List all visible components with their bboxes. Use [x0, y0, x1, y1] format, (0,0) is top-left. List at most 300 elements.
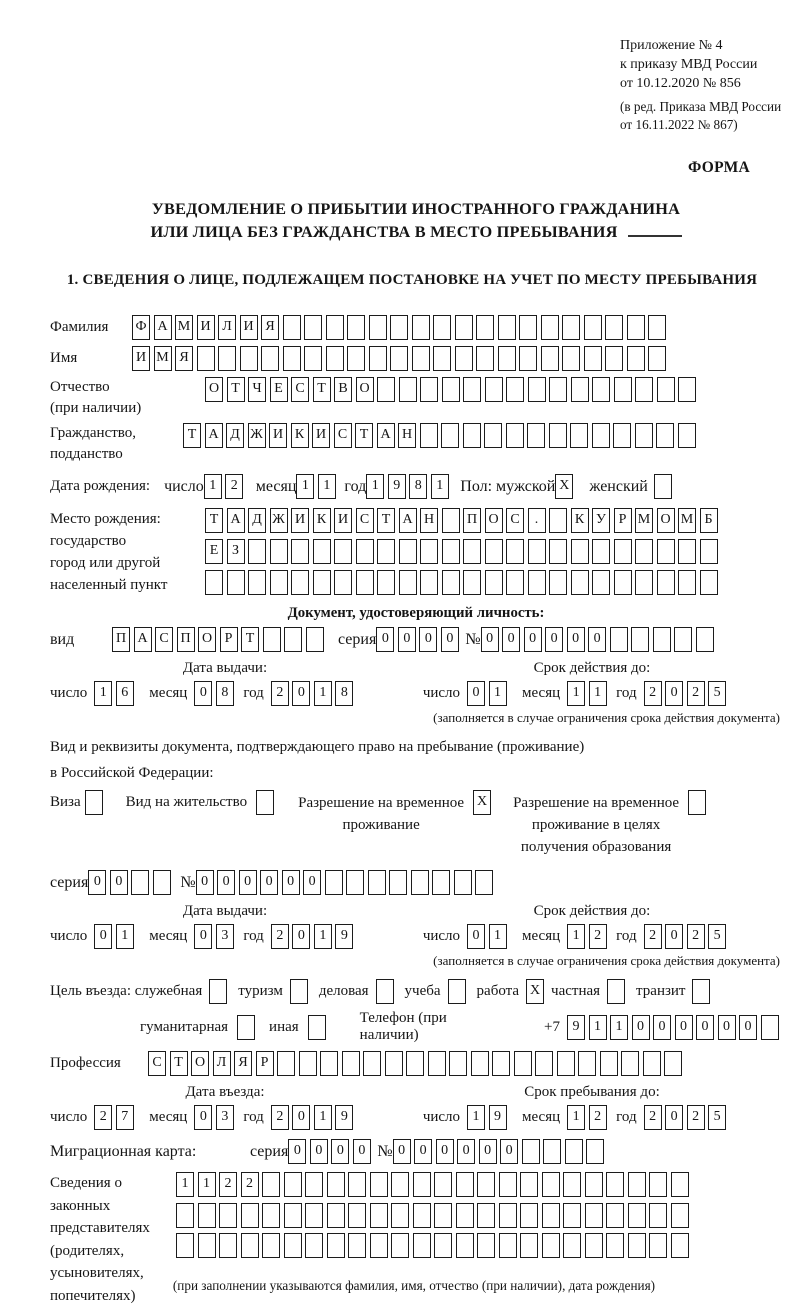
char-cell[interactable] — [678, 377, 696, 402]
char-cell[interactable]: 8 — [216, 681, 234, 706]
char-cell[interactable]: 1 — [589, 1015, 607, 1040]
char-cell[interactable] — [320, 1051, 338, 1076]
char-cell[interactable] — [284, 1172, 302, 1197]
char-cell[interactable] — [261, 346, 279, 371]
char-cell[interactable]: С — [291, 377, 309, 402]
char-cell[interactable] — [346, 870, 364, 895]
char-cell[interactable] — [471, 1051, 489, 1076]
char-cell[interactable] — [241, 1203, 259, 1228]
char-cell[interactable] — [614, 539, 632, 564]
char-cell[interactable]: 0 — [194, 681, 212, 706]
char-cell[interactable]: 2 — [241, 1172, 259, 1197]
char-cell[interactable] — [377, 539, 395, 564]
char-cell[interactable] — [219, 1233, 237, 1258]
char-cell[interactable] — [700, 539, 718, 564]
char-cell[interactable]: А — [399, 508, 417, 533]
char-cell[interactable] — [305, 1172, 323, 1197]
char-cell[interactable]: 5 — [708, 681, 726, 706]
char-cell[interactable]: Т — [183, 423, 201, 448]
char-cell[interactable] — [370, 1203, 388, 1228]
char-cell[interactable]: 1 — [176, 1172, 194, 1197]
char-cell[interactable] — [442, 377, 460, 402]
char-cell[interactable] — [326, 315, 344, 340]
char-cell[interactable]: 0 — [500, 1139, 518, 1164]
char-cell[interactable] — [610, 627, 628, 652]
char-cell[interactable]: 0 — [194, 1105, 212, 1130]
char-cell[interactable]: 0 — [303, 870, 321, 895]
purpose-study-checkbox[interactable] — [448, 979, 466, 1004]
char-cell[interactable]: М — [678, 508, 696, 533]
char-cell[interactable]: 1 — [94, 681, 112, 706]
char-cell[interactable]: 0 — [292, 681, 310, 706]
char-cell[interactable]: 0 — [441, 627, 459, 652]
char-cell[interactable] — [420, 377, 438, 402]
char-cell[interactable]: 2 — [94, 1105, 112, 1130]
char-cell[interactable] — [477, 1203, 495, 1228]
char-cell[interactable] — [313, 539, 331, 564]
char-cell[interactable]: 2 — [219, 1172, 237, 1197]
char-cell[interactable] — [542, 1233, 560, 1258]
char-cell[interactable]: 0 — [414, 1139, 432, 1164]
char-cell[interactable]: Т — [227, 377, 245, 402]
char-cell[interactable]: Т — [355, 423, 373, 448]
char-cell[interactable]: Т — [241, 627, 259, 652]
char-cell[interactable] — [406, 1051, 424, 1076]
char-cell[interactable]: 0 — [376, 627, 394, 652]
char-cell[interactable] — [463, 377, 481, 402]
char-cell[interactable]: С — [356, 508, 374, 533]
char-cell[interactable]: И — [291, 508, 309, 533]
char-cell[interactable] — [463, 570, 481, 595]
char-cell[interactable]: О — [657, 508, 675, 533]
char-cell[interactable]: К — [571, 508, 589, 533]
char-cell[interactable] — [463, 423, 481, 448]
char-cell[interactable]: Л — [218, 315, 236, 340]
char-cell[interactable] — [313, 570, 331, 595]
char-cell[interactable] — [413, 1172, 431, 1197]
char-cell[interactable]: 0 — [194, 924, 212, 949]
char-cell[interactable] — [434, 1172, 452, 1197]
char-cell[interactable]: . — [528, 508, 546, 533]
char-cell[interactable]: 0 — [481, 627, 499, 652]
char-cell[interactable]: 0 — [665, 924, 683, 949]
char-cell[interactable] — [657, 570, 675, 595]
char-cell[interactable] — [563, 1203, 581, 1228]
char-cell[interactable]: Н — [398, 423, 416, 448]
char-cell[interactable] — [649, 1233, 667, 1258]
char-cell[interactable]: 0 — [567, 627, 585, 652]
char-cell[interactable]: Я — [234, 1051, 252, 1076]
char-cell[interactable]: К — [291, 423, 309, 448]
char-cell[interactable] — [592, 423, 610, 448]
char-cell[interactable]: 9 — [335, 1105, 353, 1130]
char-cell[interactable] — [664, 1051, 682, 1076]
char-cell[interactable] — [485, 377, 503, 402]
char-cell[interactable] — [299, 1051, 317, 1076]
char-cell[interactable] — [499, 1203, 517, 1228]
char-cell[interactable]: И — [334, 508, 352, 533]
char-cell[interactable] — [628, 1233, 646, 1258]
char-cell[interactable]: 0 — [110, 870, 128, 895]
char-cell[interactable] — [584, 346, 602, 371]
char-cell[interactable] — [433, 346, 451, 371]
char-cell[interactable]: Е — [270, 377, 288, 402]
char-cell[interactable]: А — [227, 508, 245, 533]
char-cell[interactable]: Е — [205, 539, 223, 564]
char-cell[interactable] — [571, 570, 589, 595]
char-cell[interactable]: 0 — [393, 1139, 411, 1164]
char-cell[interactable]: 2 — [687, 1105, 705, 1130]
char-cell[interactable]: 2 — [644, 1105, 662, 1130]
char-cell[interactable]: Ж — [248, 423, 266, 448]
char-cell[interactable]: 0 — [467, 924, 485, 949]
char-cell[interactable] — [592, 539, 610, 564]
char-cell[interactable] — [499, 1233, 517, 1258]
char-cell[interactable]: Д — [226, 423, 244, 448]
char-cell[interactable] — [499, 1172, 517, 1197]
char-cell[interactable]: 0 — [665, 681, 683, 706]
char-cell[interactable]: 9 — [489, 1105, 507, 1130]
char-cell[interactable] — [420, 570, 438, 595]
char-cell[interactable]: 0 — [282, 870, 300, 895]
char-cell[interactable] — [368, 870, 386, 895]
char-cell[interactable] — [411, 870, 429, 895]
char-cell[interactable] — [433, 315, 451, 340]
char-cell[interactable] — [291, 539, 309, 564]
char-cell[interactable] — [585, 1203, 603, 1228]
char-cell[interactable] — [557, 1051, 575, 1076]
char-cell[interactable]: Т — [170, 1051, 188, 1076]
char-cell[interactable]: С — [155, 627, 173, 652]
char-cell[interactable]: 0 — [524, 627, 542, 652]
char-cell[interactable]: 1 — [489, 681, 507, 706]
char-cell[interactable]: 2 — [687, 924, 705, 949]
char-cell[interactable] — [442, 539, 460, 564]
char-cell[interactable] — [283, 315, 301, 340]
char-cell[interactable] — [549, 570, 567, 595]
char-cell[interactable] — [528, 570, 546, 595]
char-cell[interactable] — [674, 627, 692, 652]
char-cell[interactable]: 8 — [335, 681, 353, 706]
char-cell[interactable] — [520, 1172, 538, 1197]
char-cell[interactable] — [262, 1172, 280, 1197]
char-cell[interactable] — [377, 377, 395, 402]
char-cell[interactable] — [535, 1051, 553, 1076]
char-cell[interactable]: П — [463, 508, 481, 533]
char-cell[interactable] — [420, 423, 438, 448]
char-cell[interactable]: 0 — [718, 1015, 736, 1040]
char-cell[interactable]: 1 — [567, 1105, 585, 1130]
char-cell[interactable] — [342, 1051, 360, 1076]
char-cell[interactable]: О — [356, 377, 374, 402]
char-cell[interactable] — [270, 570, 288, 595]
char-cell[interactable] — [542, 1172, 560, 1197]
char-cell[interactable] — [605, 346, 623, 371]
char-cell[interactable] — [304, 346, 322, 371]
char-cell[interactable]: О — [198, 627, 216, 652]
char-cell[interactable] — [131, 870, 149, 895]
purpose-other-checkbox[interactable] — [308, 1015, 326, 1040]
char-cell[interactable] — [498, 315, 516, 340]
char-cell[interactable] — [606, 1203, 624, 1228]
char-cell[interactable]: 1 — [314, 1105, 332, 1130]
char-cell[interactable]: 0 — [288, 1139, 306, 1164]
char-cell[interactable]: 0 — [217, 870, 235, 895]
char-cell[interactable]: 0 — [310, 1139, 328, 1164]
char-cell[interactable]: 0 — [632, 1015, 650, 1040]
char-cell[interactable] — [219, 1203, 237, 1228]
char-cell[interactable]: О — [191, 1051, 209, 1076]
char-cell[interactable] — [153, 870, 171, 895]
char-cell[interactable]: 3 — [216, 924, 234, 949]
char-cell[interactable] — [543, 1139, 561, 1164]
char-cell[interactable] — [454, 870, 472, 895]
char-cell[interactable] — [492, 1051, 510, 1076]
char-cell[interactable]: М — [154, 346, 172, 371]
char-cell[interactable]: С — [148, 1051, 166, 1076]
char-cell[interactable] — [648, 315, 666, 340]
char-cell[interactable] — [385, 1051, 403, 1076]
char-cell[interactable]: Т — [377, 508, 395, 533]
char-cell[interactable] — [456, 1203, 474, 1228]
char-cell[interactable] — [277, 1051, 295, 1076]
char-cell[interactable] — [283, 346, 301, 371]
char-cell[interactable] — [678, 570, 696, 595]
char-cell[interactable]: С — [506, 508, 524, 533]
char-cell[interactable]: 0 — [398, 627, 416, 652]
temp-residence-checkbox[interactable]: X — [473, 790, 491, 815]
char-cell[interactable] — [678, 423, 696, 448]
char-cell[interactable]: 1 — [314, 924, 332, 949]
char-cell[interactable] — [476, 346, 494, 371]
char-cell[interactable] — [506, 570, 524, 595]
char-cell[interactable] — [304, 315, 322, 340]
char-cell[interactable] — [390, 315, 408, 340]
char-cell[interactable] — [442, 570, 460, 595]
char-cell[interactable]: 2 — [225, 474, 243, 499]
char-cell[interactable] — [176, 1233, 194, 1258]
char-cell[interactable] — [761, 1015, 779, 1040]
char-cell[interactable] — [522, 1139, 540, 1164]
char-cell[interactable] — [520, 1203, 538, 1228]
char-cell[interactable] — [197, 346, 215, 371]
char-cell[interactable]: 2 — [644, 924, 662, 949]
char-cell[interactable] — [613, 423, 631, 448]
char-cell[interactable] — [370, 1172, 388, 1197]
char-cell[interactable]: 2 — [271, 1105, 289, 1130]
char-cell[interactable] — [391, 1203, 409, 1228]
char-cell[interactable] — [326, 346, 344, 371]
char-cell[interactable] — [327, 1172, 345, 1197]
char-cell[interactable] — [412, 346, 430, 371]
char-cell[interactable] — [356, 539, 374, 564]
char-cell[interactable]: У — [592, 508, 610, 533]
char-cell[interactable] — [627, 346, 645, 371]
char-cell[interactable] — [455, 315, 473, 340]
char-cell[interactable]: А — [377, 423, 395, 448]
char-cell[interactable]: 2 — [687, 681, 705, 706]
char-cell[interactable]: 2 — [589, 1105, 607, 1130]
char-cell[interactable]: 0 — [457, 1139, 475, 1164]
char-cell[interactable]: 0 — [696, 1015, 714, 1040]
char-cell[interactable]: И — [197, 315, 215, 340]
char-cell[interactable]: 1 — [314, 681, 332, 706]
purpose-work-checkbox[interactable]: X — [526, 979, 544, 1004]
char-cell[interactable] — [327, 1203, 345, 1228]
char-cell[interactable]: И — [132, 346, 150, 371]
char-cell[interactable] — [653, 627, 671, 652]
char-cell[interactable] — [441, 423, 459, 448]
char-cell[interactable]: 7 — [116, 1105, 134, 1130]
char-cell[interactable]: 2 — [271, 924, 289, 949]
char-cell[interactable] — [506, 423, 524, 448]
char-cell[interactable] — [592, 377, 610, 402]
char-cell[interactable] — [570, 423, 588, 448]
char-cell[interactable] — [520, 1233, 538, 1258]
char-cell[interactable]: Т — [205, 508, 223, 533]
char-cell[interactable]: 0 — [260, 870, 278, 895]
char-cell[interactable] — [305, 1233, 323, 1258]
char-cell[interactable] — [671, 1172, 689, 1197]
char-cell[interactable] — [542, 1203, 560, 1228]
char-cell[interactable] — [631, 627, 649, 652]
char-cell[interactable]: Ф — [132, 315, 150, 340]
char-cell[interactable]: Т — [313, 377, 331, 402]
purpose-humanitarian-checkbox[interactable] — [237, 1015, 255, 1040]
char-cell[interactable]: 0 — [292, 1105, 310, 1130]
char-cell[interactable]: 1 — [366, 474, 384, 499]
char-cell[interactable] — [347, 315, 365, 340]
char-cell[interactable] — [369, 346, 387, 371]
char-cell[interactable] — [528, 539, 546, 564]
char-cell[interactable] — [678, 539, 696, 564]
char-cell[interactable] — [600, 1051, 618, 1076]
char-cell[interactable] — [527, 423, 545, 448]
char-cell[interactable] — [325, 870, 343, 895]
char-cell[interactable]: 9 — [388, 474, 406, 499]
char-cell[interactable] — [248, 539, 266, 564]
char-cell[interactable] — [484, 423, 502, 448]
char-cell[interactable] — [571, 539, 589, 564]
visa-checkbox[interactable] — [85, 790, 103, 815]
char-cell[interactable]: 1 — [318, 474, 336, 499]
char-cell[interactable]: 0 — [292, 924, 310, 949]
char-cell[interactable] — [657, 377, 675, 402]
char-cell[interactable] — [671, 1233, 689, 1258]
char-cell[interactable] — [649, 1203, 667, 1228]
char-cell[interactable] — [334, 570, 352, 595]
char-cell[interactable]: 0 — [739, 1015, 757, 1040]
char-cell[interactable] — [635, 570, 653, 595]
char-cell[interactable] — [485, 539, 503, 564]
char-cell[interactable] — [262, 1203, 280, 1228]
char-cell[interactable]: О — [205, 377, 223, 402]
char-cell[interactable] — [506, 539, 524, 564]
char-cell[interactable] — [696, 627, 714, 652]
char-cell[interactable] — [563, 1233, 581, 1258]
char-cell[interactable]: 2 — [644, 681, 662, 706]
char-cell[interactable] — [635, 539, 653, 564]
char-cell[interactable]: 1 — [589, 681, 607, 706]
char-cell[interactable] — [562, 315, 580, 340]
char-cell[interactable] — [348, 1233, 366, 1258]
char-cell[interactable]: 0 — [331, 1139, 349, 1164]
char-cell[interactable] — [649, 1172, 667, 1197]
char-cell[interactable]: Ч — [248, 377, 266, 402]
char-cell[interactable] — [348, 1172, 366, 1197]
char-cell[interactable]: 5 — [708, 1105, 726, 1130]
char-cell[interactable]: 0 — [196, 870, 214, 895]
char-cell[interactable] — [584, 315, 602, 340]
char-cell[interactable]: 0 — [502, 627, 520, 652]
char-cell[interactable]: М — [635, 508, 653, 533]
char-cell[interactable]: 1 — [204, 474, 222, 499]
char-cell[interactable] — [428, 1051, 446, 1076]
char-cell[interactable] — [390, 346, 408, 371]
char-cell[interactable]: А — [205, 423, 223, 448]
char-cell[interactable]: 1 — [431, 474, 449, 499]
char-cell[interactable] — [485, 570, 503, 595]
char-cell[interactable] — [284, 1203, 302, 1228]
char-cell[interactable] — [456, 1172, 474, 1197]
char-cell[interactable]: Р — [256, 1051, 274, 1076]
char-cell[interactable] — [241, 1233, 259, 1258]
char-cell[interactable] — [700, 570, 718, 595]
char-cell[interactable] — [528, 377, 546, 402]
char-cell[interactable]: 0 — [88, 870, 106, 895]
char-cell[interactable] — [541, 346, 559, 371]
char-cell[interactable]: 2 — [589, 924, 607, 949]
char-cell[interactable] — [506, 377, 524, 402]
char-cell[interactable] — [412, 315, 430, 340]
char-cell[interactable]: И — [312, 423, 330, 448]
char-cell[interactable]: С — [334, 423, 352, 448]
char-cell[interactable] — [449, 1051, 467, 1076]
char-cell[interactable] — [348, 1203, 366, 1228]
char-cell[interactable] — [477, 1172, 495, 1197]
char-cell[interactable]: М — [175, 315, 193, 340]
char-cell[interactable]: Л — [213, 1051, 231, 1076]
char-cell[interactable]: П — [112, 627, 130, 652]
char-cell[interactable] — [413, 1233, 431, 1258]
char-cell[interactable]: 1 — [567, 681, 585, 706]
char-cell[interactable] — [643, 1051, 661, 1076]
char-cell[interactable] — [356, 570, 374, 595]
char-cell[interactable]: 1 — [610, 1015, 628, 1040]
char-cell[interactable]: 1 — [116, 924, 134, 949]
char-cell[interactable] — [442, 508, 460, 533]
char-cell[interactable]: Р — [614, 508, 632, 533]
char-cell[interactable] — [377, 570, 395, 595]
char-cell[interactable] — [585, 1233, 603, 1258]
char-cell[interactable] — [578, 1051, 596, 1076]
char-cell[interactable]: 0 — [665, 1105, 683, 1130]
char-cell[interactable] — [434, 1233, 452, 1258]
purpose-official-checkbox[interactable] — [209, 979, 227, 1004]
char-cell[interactable] — [614, 377, 632, 402]
char-cell[interactable]: З — [227, 539, 245, 564]
char-cell[interactable]: 0 — [436, 1139, 454, 1164]
char-cell[interactable]: 3 — [216, 1105, 234, 1130]
char-cell[interactable] — [334, 539, 352, 564]
char-cell[interactable] — [549, 539, 567, 564]
char-cell[interactable]: Я — [175, 346, 193, 371]
char-cell[interactable]: 0 — [545, 627, 563, 652]
char-cell[interactable] — [549, 423, 567, 448]
char-cell[interactable] — [475, 870, 493, 895]
char-cell[interactable]: 1 — [296, 474, 314, 499]
sex-female-checkbox[interactable] — [654, 474, 672, 499]
